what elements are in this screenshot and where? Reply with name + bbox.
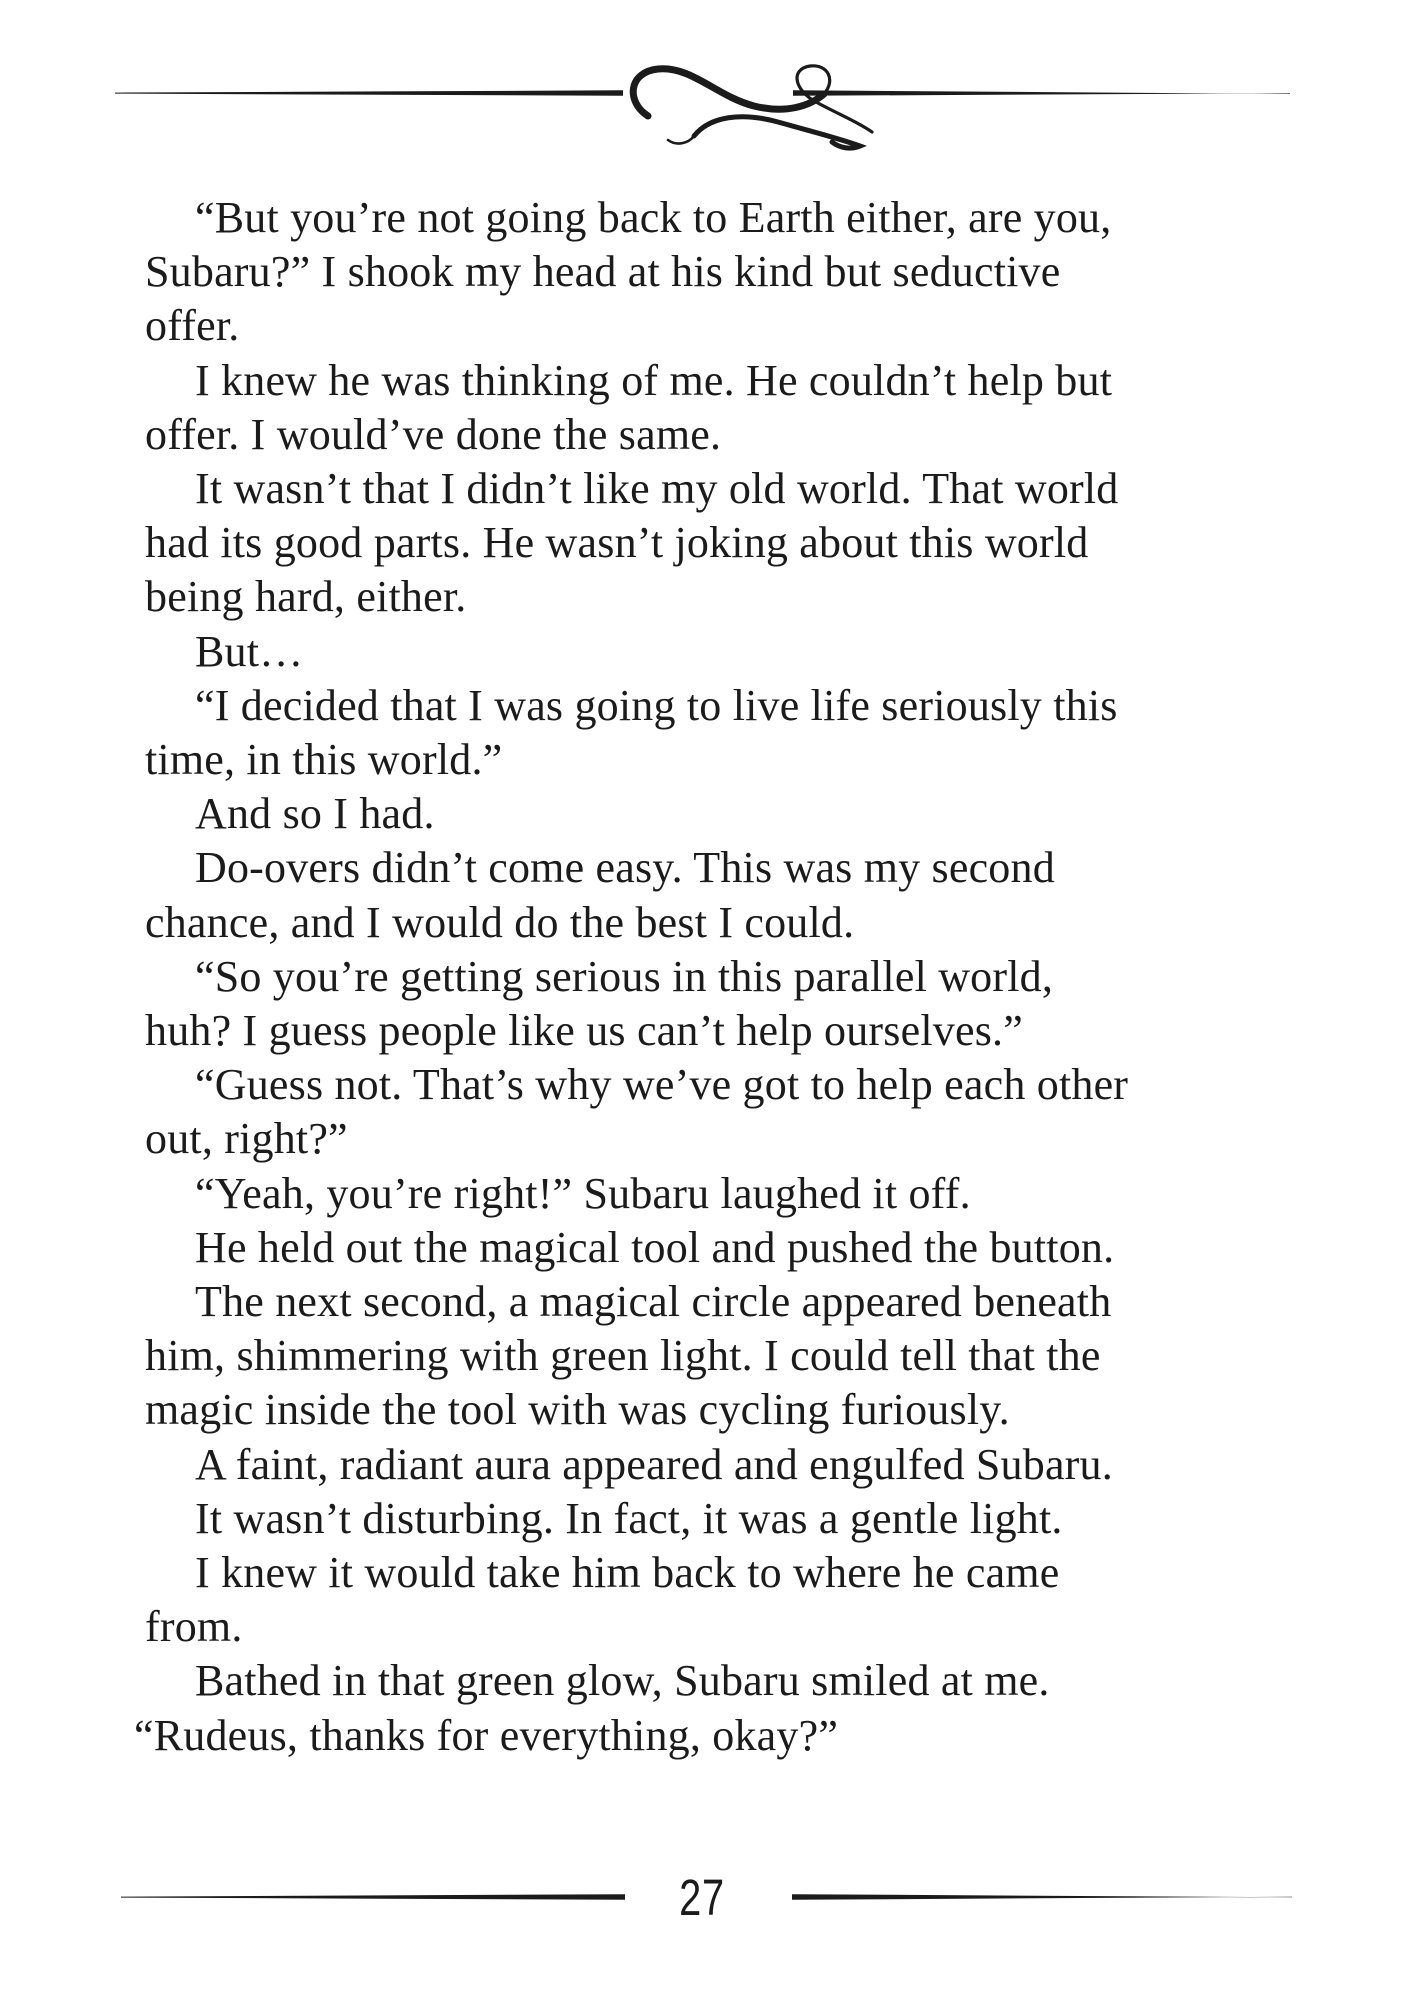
text-line: It wasn’t that I didn’t like my old world. That world bbox=[195, 464, 1119, 514]
header-rule-left bbox=[115, 90, 623, 96]
text-line: out, right?” bbox=[145, 1114, 348, 1164]
footer-rule-left bbox=[121, 1894, 625, 1900]
text-line: The next second, a magical circle appeared beneath bbox=[195, 1277, 1112, 1327]
text-line: from. bbox=[145, 1602, 243, 1652]
text-line: “I decided that I was going to live life seriously this bbox=[195, 680, 1118, 730]
text-line: A faint, radiant aura appeared and engulfed Subaru. bbox=[195, 1439, 1113, 1489]
text-line: offer. bbox=[145, 301, 240, 351]
page-text bbox=[134, 191, 1265, 1763]
text-line: I knew he was thinking of me. He couldn’t help but bbox=[195, 355, 1113, 405]
text-line: “Guess not. That’s why we’ve got to help each other bbox=[195, 1060, 1129, 1110]
footer-rule-right bbox=[792, 1894, 1292, 1900]
text-line: chance, and I would do the best I could. bbox=[145, 897, 855, 947]
text-line: him, shimmering with green light. I could tell that the bbox=[145, 1331, 1101, 1381]
text-line: It wasn’t disturbing. In fact, it was a gentle light. bbox=[195, 1493, 1063, 1543]
text-line: being hard, either. bbox=[145, 572, 467, 622]
text-line: Subaru?” I shook my head at his kind but seductive bbox=[145, 247, 1061, 297]
text-line: had its good parts. He wasn’t joking about this world bbox=[145, 518, 1089, 568]
text-line: “But you’re not going back to Earth either, are you, bbox=[195, 193, 1112, 242]
text-line: huh? I guess people like us can’t help ourselves.” bbox=[145, 1006, 1023, 1056]
header-divider bbox=[0, 50, 1404, 160]
text-line: I knew it would take him back to where he came bbox=[195, 1548, 1060, 1598]
text-line: time, in this world.” bbox=[145, 735, 503, 785]
text-line: He held out the magical tool and pushed the button. bbox=[195, 1222, 1115, 1272]
text-line: magic inside the tool with was cycling furiously. bbox=[145, 1385, 1010, 1435]
text-line: Do-overs didn’t come easy. This was my second bbox=[195, 843, 1055, 893]
text-line: “Rudeus, thanks for everything, okay?” bbox=[134, 1710, 839, 1760]
page-number: 27 bbox=[679, 1868, 725, 1926]
header-rule-right bbox=[793, 90, 1290, 96]
text-line: “So you’re getting serious in this parallel world, bbox=[195, 951, 1054, 1001]
text-line: Bathed in that green glow, Subaru smiled at me. bbox=[195, 1656, 1050, 1706]
text-line: But… bbox=[195, 626, 304, 676]
text-line: And so I had. bbox=[195, 789, 435, 839]
flourish-ornament bbox=[633, 66, 872, 148]
text-line: “Yeah, you’re right!” Subaru laughed it off. bbox=[195, 1168, 971, 1218]
text-line: offer. I would’ve done the same. bbox=[145, 409, 722, 459]
